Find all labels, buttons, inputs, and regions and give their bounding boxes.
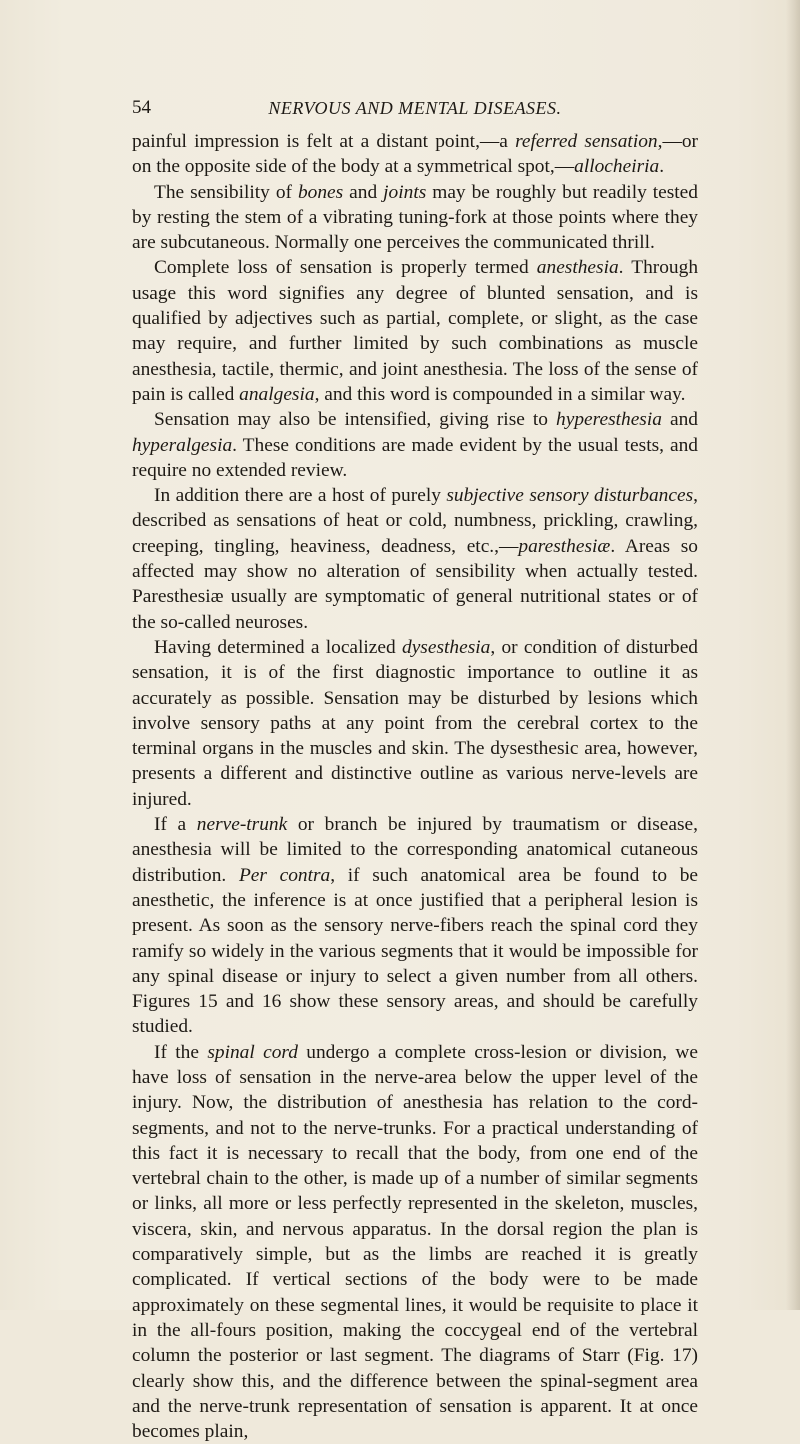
paragraph (132, 483, 698, 635)
page-header (132, 94, 698, 122)
text-run: . (659, 156, 665, 178)
text-run: . These conditions are made evident by the usual tests, and require no extended review. (132, 434, 698, 481)
text-run: If the (154, 1041, 208, 1063)
text-run: The sensibility of (154, 181, 298, 203)
text-run: Sensation may also be intensified, giving rise to (154, 409, 557, 431)
text-run: painful impression is felt at a distant point,—a (132, 131, 516, 152)
body-text (132, 129, 698, 1444)
text-run: If a (154, 814, 197, 836)
italic-term: hyperalgesia (132, 434, 233, 456)
italic-term: bones (297, 181, 344, 203)
italic-term: dysesthesia (402, 636, 491, 658)
text-run: Having determined a localized (154, 636, 402, 658)
paragraph (132, 812, 698, 1040)
text-run: , or condition of disturbed sensation, it is of the first diagnostic importance to outline it as accurately as possible. Sensation may be disturbed by lesions which involve sensory paths at any point from the cerebral cortex to the terminal organs in the muscles and skin. The dysesthesic area, however, presents a different and distinctive outline as various nerve-levels are injured. (132, 636, 698, 810)
italic-term: analgesia (239, 383, 315, 405)
text-run: . Through usage this word signifies any degree of blunted sensation, and is qualified by adjectives such as partial, complete, or slight, as the case may require, and further limited by such combinations as muscle anesthesia, tactile, thermic, and joint anesthesia. The loss of the sense of pain is called (132, 257, 699, 405)
paragraph (132, 1040, 698, 1444)
text-run: ,—or on the opposite side of the body at a symmetrical spot,— (132, 131, 698, 178)
text-run: In addition there are a host of purely (154, 485, 447, 507)
page-edge-shadow (786, 0, 800, 1310)
text-run: , if such anatomical area be found to be anesthetic, the inference is at once justified that a peripheral lesion is present. As soon as the sensory nerve-fibers reach the spinal cord they ramify so widely in the various segments that it would be impossible for any spinal disease or injury to select a given number from all others. Figures 15 and 16 show these sensory areas, and should be carefully studied. (132, 864, 699, 1038)
running-head: NERVOUS AND MENTAL DISEASES. (268, 98, 562, 118)
paragraph (132, 129, 698, 180)
text-run: may be roughly but readily tested by resting the stem of a vibrating tuning-fork at those points where they are subcutaneous. Normally one perceives the communicated thrill. (132, 181, 698, 254)
text-run: and (343, 181, 384, 203)
text-run: Complete loss of sensation is properly termed (154, 257, 537, 279)
text-run: . Areas so affected may show no alteration of sensibility when actually tested. Paresthesiæ usually are symptomatic of general nutritional states or of the so-called neuroses. (132, 535, 698, 633)
text-run: or branch be injured by traumatism or disease, anesthesia will be limited to the corresponding anatomical cutaneous distribution. (132, 814, 698, 886)
italic-term: spinal cord (207, 1041, 298, 1063)
italic-term: joints (383, 181, 427, 203)
text-run: , and this word is compounded in a similar way. (314, 383, 686, 405)
text-run: undergo a complete cross-lesion or division, we have loss of sensation in the nerve-area below the upper level of the injury. Now, the distribution of anesthesia has relation to the cord-segments, and not to the nerve-trunks. For a practical understanding of this fact it is necessary to recall that the body, from one end of the vertebral chain to the other, is made up of a number of similar segments or links, all more or less perfectly represented in the skeleton, muscles, viscera, skin, and nervous apparatus. In the dorsal region the plan is comparatively simple, but as the limbs are reached it is greatly complicated. If vertical sections of the body were to be made approximately on these segmental lines, it would be requisite to place it in the all-fours position, making the coccygeal end of the vertebral column the posterior or last segment. The diagrams of Starr (Fig. 17) clearly show this, and the difference between the spinal-segment area and the nerve-trunk representation of sensation is apparent. It at once becomes plain, (132, 1041, 698, 1443)
text-run: and (661, 409, 698, 431)
text-run: , described as sensations of heat or cold, numbness, prickling, crawling, creeping, tingling, heaviness, deadness, etc.,— (132, 485, 698, 557)
italic-term: subjective sensory disturbances (446, 485, 694, 507)
italic-term: Per contra (238, 864, 331, 886)
paragraph (132, 255, 698, 407)
italic-term: allocheiria (574, 156, 660, 178)
italic-term: paresthesiæ (518, 535, 611, 557)
page-number: 54 (132, 97, 151, 118)
italic-term: hyperesthesia (556, 409, 662, 431)
italic-term: nerve-trunk (196, 814, 288, 836)
paragraph (132, 180, 698, 256)
paragraph (132, 407, 698, 483)
italic-term: referred sensation (515, 131, 658, 152)
paragraph (132, 635, 698, 812)
italic-term: anesthesia (536, 257, 619, 279)
